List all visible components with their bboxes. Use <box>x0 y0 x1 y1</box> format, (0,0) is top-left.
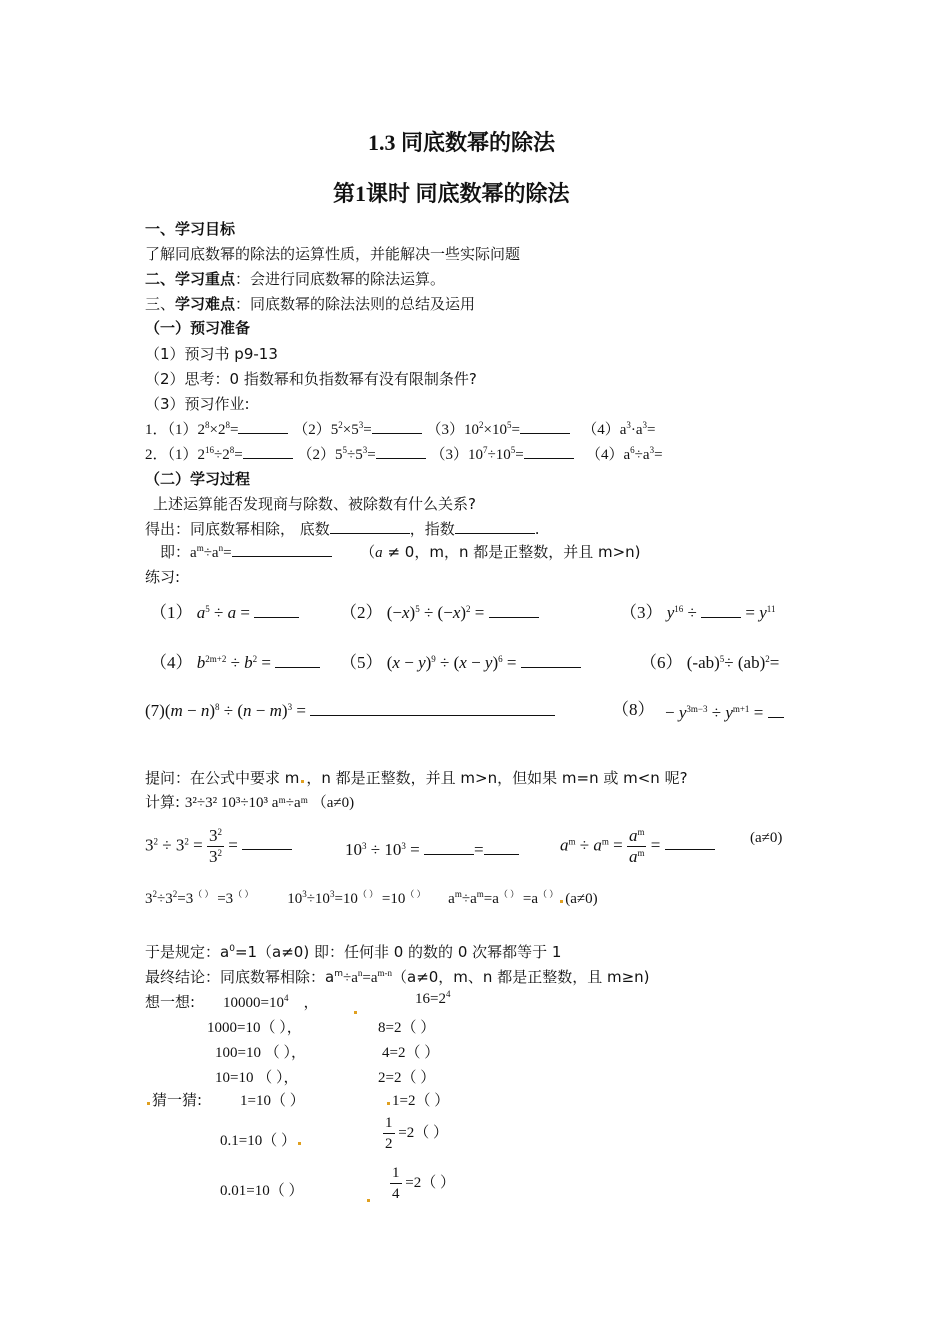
guess-row-1-a: 1=10（ ） <box>240 1093 305 1109</box>
prep-3: （3）预习作业: <box>145 395 250 413</box>
goals-heading: 一、学习目标 <box>145 220 236 238</box>
homework-row-1: 1．$(1)2^8\times 2^8= (2)5^2\times 5^3= (3)10^2\times 10^5=$ $(4)a^3\cdot a^3=$ <box>145 420 656 438</box>
practice-label: 练习: <box>145 568 181 586</box>
calc-fraction-1: $3^2 \div 3^2$ = $\frac{3^2}{3^2}$ = <box>145 826 292 867</box>
exercise-8-expr: − $y^{3m-3} \div y^{m+1}$ = <box>665 703 784 723</box>
section-preview: （一）预习准备 <box>145 319 251 337</box>
title-main: 1.3 同底数幂的除法 <box>368 130 556 155</box>
section-process: （二）学习过程 <box>145 470 251 488</box>
think-row-3-a: 10=10 （ ）， <box>215 1070 299 1086</box>
guess-dot <box>365 1188 372 1206</box>
think-row-1-a: 1000=10（ ）， <box>207 1020 302 1036</box>
question-extend: 提问：在公式中要求 m ，n 都是正整数，并且 m>n，但如果 m=n 或 m<n 呢? <box>145 769 688 787</box>
exercise-2: （2） $(-x)^5 \div (-x)^2$ = <box>340 598 539 623</box>
exercise-4: （4） $b^{2m+2} \div b^2$ = <box>150 648 320 673</box>
think-row-0-b: $16=2^4$ <box>415 989 451 1007</box>
difficulty: 三、学习难点：同底数幂的除法法则的总结及运用 <box>145 295 476 313</box>
homework-row-2: 2．$(1)2^{16}\div 2^8= (2)5^5\div 5^3= (3)10^7\div 10^5=$ $(4)a^6\div a^3=$ <box>145 445 663 463</box>
calc-condition: (a≠0) <box>750 830 783 846</box>
guess-row-1-b: 1=2（ ） <box>385 1089 449 1110</box>
guess-row-3-b: $\frac{1}{4}$ =2（ ） <box>392 1165 455 1202</box>
guess-label: 猜一猜: <box>145 1089 202 1110</box>
guess-row-2-b: $\frac{1}{2}$ =2（ ） <box>385 1115 448 1152</box>
exercise-1: （1） $a^5 \div a$ = <box>150 598 299 623</box>
final-conclusion: 最终结论：同底数幂相除：$a^m\div a^n=a^{m-n}(a\ne 0$，m、n 都是正整数，且 m≥n) <box>145 968 650 986</box>
exercise-6: （6） $(-ab)^5\div (ab)^2=$ <box>640 653 780 672</box>
calc-fraction-2: $10^3 \div 10^3$ = = <box>345 840 519 860</box>
think-row-0-a: $10000=10^4$ ， <box>223 993 319 1011</box>
derive-line: 得出：同底数幂相除， 底数 ，指数 . <box>145 520 540 538</box>
title-sub: 第1课时 同底数幂的除法 <box>333 181 570 206</box>
guess-row-3-a: 0.01=10（ ） <box>220 1183 304 1199</box>
think-dot <box>352 1000 359 1018</box>
exercise-8: （8） <box>612 700 655 719</box>
think-label: 想一想: <box>145 993 196 1011</box>
rule-zero-exponent: 于是规定：$a^0=1(a\ne 0)$ 即：任何非 0 的数的 0 次幂都等于 1 <box>145 943 562 961</box>
formula-line: 即：$a^m\div a^n=$ （a ≠ 0，m，n 都是正整数，并且 m>n) <box>160 543 641 561</box>
exercise-3: （3） $y^{16}$ ÷ = $y^{11}$ <box>620 603 776 622</box>
think-row-1-b: 8=2（ ） <box>378 1020 436 1036</box>
think-row-2-b: 4=2（ ） <box>382 1045 440 1061</box>
prep-1: （1）预习书 p9-13 <box>145 345 278 363</box>
question-relation: 上述运算能否发现商与除数、被除数有什么关系? <box>153 495 476 513</box>
prep-2: （2）思考：0 指数幂和负指数幂有没有限制条件? <box>145 370 477 388</box>
guess-row-2-a: 0.1=10（ ） <box>220 1129 303 1150</box>
calc-fraction-3: $a^m \div a^m$ = $\frac{a^m}{a^m}$ = <box>560 826 715 867</box>
exercise-5: （5） $(x - y)^9 \div (x - y)^6$ = <box>340 648 581 673</box>
think-row-2-a: 100=10 （ ）， <box>215 1045 306 1061</box>
key-point: 二、学习重点：会进行同底数幂的除法运算。 <box>145 270 446 288</box>
calc-line: 计算: 3²÷3² 10³÷10³ aᵐ÷aᵐ （a≠0) <box>145 793 355 811</box>
think-row-3-b: 2=2（ ） <box>378 1070 436 1086</box>
calc-exponent-line: $3^2\div 3^2=3^{( )} =3^{( )}$ $10^3\div 10^3=10^{( )} =10^{( )}$ $a^m\div a^m=a^{( )} =a^{( )}$ (a≠0) <box>145 889 598 907</box>
exercise-7: $(7)(m - n)^8 \div (n - m)^3$ = <box>145 701 555 721</box>
goals-text: 了解同底数幂的除法的运算性质，并能解决一些实际问题 <box>145 245 521 263</box>
